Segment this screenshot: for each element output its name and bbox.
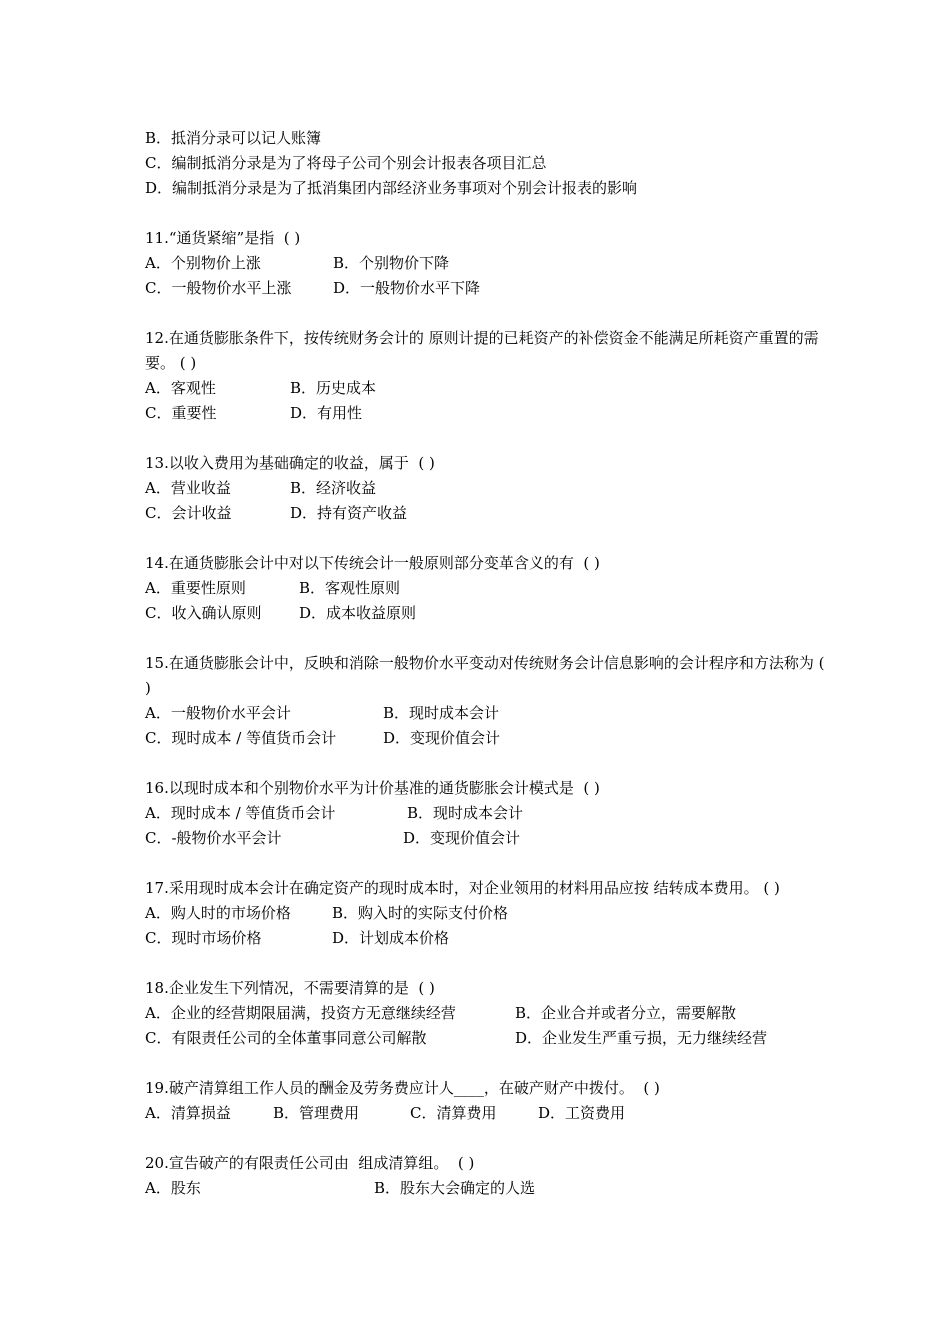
question-stem: 18.企业发生下列情况，不需要清算的是 ( ) — [145, 979, 435, 997]
option-b: B．个别物价下降 — [333, 254, 450, 272]
option-c: C．重要性 — [145, 404, 217, 422]
option-d: D．有用性 — [290, 404, 363, 422]
option-a: A．现时成本 / 等值货币会计 — [145, 804, 336, 822]
option-row — [145, 1001, 825, 1026]
option-b: B．现时成本会计 — [407, 804, 524, 822]
option-row — [145, 476, 825, 501]
option-b: B．股东大会确定的人选 — [374, 1179, 536, 1197]
option-c: C．有限责任公司的全体董事同意公司解散 — [145, 1029, 427, 1047]
q10-option-d: D．编制抵消分录是为了抵消集团内部经济业务事项对个别会计报表的影响 — [145, 179, 638, 197]
question-stem: 11.“通货紧缩”是指 ( ) — [145, 229, 301, 247]
option-a: A．企业的经营期限届满，投资方无意继续经营 — [145, 1004, 456, 1022]
option-d: D．工资费用 — [538, 1104, 626, 1122]
option-d: D．企业发生严重亏损，无力继续经营 — [515, 1029, 768, 1047]
option-row — [145, 1101, 825, 1126]
option-d: D．变现价值会计 — [383, 729, 501, 747]
option-row — [145, 576, 825, 601]
question-stem: 17.采用现时成本会计在确定资产的现时成本时，对企业领用的材料用品应按 结转成本费用。 ( ) — [145, 879, 780, 897]
option-a: A．客观性 — [145, 379, 216, 397]
option-d: D．计划成本价格 — [332, 929, 450, 947]
option-b: B．经济收益 — [290, 479, 377, 497]
option-row — [145, 501, 825, 526]
exam-page — [145, 126, 825, 1201]
q10-option-b: B．抵消分录可以记人账簿 — [145, 129, 322, 147]
question-stem: 20.宣告破产的有限责任公司由 组成清算组。 ( ) — [145, 1154, 475, 1172]
option-d: D．成本收益原则 — [299, 604, 417, 622]
option-c: C．清算费用 — [410, 1104, 497, 1122]
option-a: A．重要性原则 — [145, 579, 246, 597]
option-a: A．清算损益 — [145, 1104, 231, 1122]
option-d: D．一般物价水平下降 — [333, 279, 481, 297]
option-row — [145, 276, 825, 301]
option-row — [145, 1176, 825, 1201]
option-c: C．一般物价水平上涨 — [145, 279, 292, 297]
option-b: B．客观性原则 — [299, 579, 401, 597]
q10-option-c: C．编制抵消分录是为了将母子公司个别会计报表各项目汇总 — [145, 154, 547, 172]
option-c: C．-般物价水平会计 — [145, 829, 282, 847]
option-c: C．会计收益 — [145, 504, 232, 522]
question-stem: 15.在通货膨胀会计中，反映和消除一般物价水平变动对传统财务会计信息影响的会计程序和方法称为 ( ) — [145, 654, 825, 697]
option-row — [145, 601, 825, 626]
option-a: A．营业收益 — [145, 479, 231, 497]
option-b: B．企业合并或者分立，需要解散 — [515, 1004, 737, 1022]
option-row — [145, 251, 825, 276]
option-b: B．历史成本 — [290, 379, 377, 397]
question-stem: 19.破产清算组工作人员的酬金及劳务费应计人____，在破产财产中拨付。 ( ) — [145, 1079, 660, 1097]
question-stem: 12.在通货膨胀条件下，按传统财务会计的 原则计提的已耗资产的补偿资金不能满足所耗资产重置的需要。 ( ) — [145, 329, 819, 372]
option-d: D．持有资产收益 — [290, 504, 408, 522]
option-c: C．收入确认原则 — [145, 604, 262, 622]
option-row — [145, 901, 825, 926]
option-b: B．管理费用 — [273, 1104, 360, 1122]
question-stem: 14.在通货膨胀会计中对以下传统会计一般原则部分变革含义的有 ( ) — [145, 554, 600, 572]
option-b: B．现时成本会计 — [383, 704, 500, 722]
option-row — [145, 376, 825, 401]
option-row — [145, 701, 825, 726]
question-stem: 16.以现时成本和个别物价水平为计价基准的通货膨胀会计模式是 ( ) — [145, 779, 600, 797]
option-a: A．股东 — [145, 1179, 201, 1197]
option-a: A．个别物价上涨 — [145, 254, 261, 272]
option-b: B．购入时的实际支付价格 — [332, 904, 509, 922]
option-row — [145, 801, 825, 826]
option-row — [145, 726, 825, 751]
option-a: A．购人时的市场价格 — [145, 904, 291, 922]
option-row — [145, 401, 825, 426]
option-row — [145, 826, 825, 851]
question-stem: 13.以收入费用为基础确定的收益，属于 ( ) — [145, 454, 435, 472]
option-c: C．现时成本 / 等值货币会计 — [145, 729, 337, 747]
option-row — [145, 926, 825, 951]
option-c: C．现时市场价格 — [145, 929, 262, 947]
option-a: A．一般物价水平会计 — [145, 704, 291, 722]
option-row — [145, 1026, 825, 1051]
option-d: D．变现价值会计 — [403, 829, 521, 847]
